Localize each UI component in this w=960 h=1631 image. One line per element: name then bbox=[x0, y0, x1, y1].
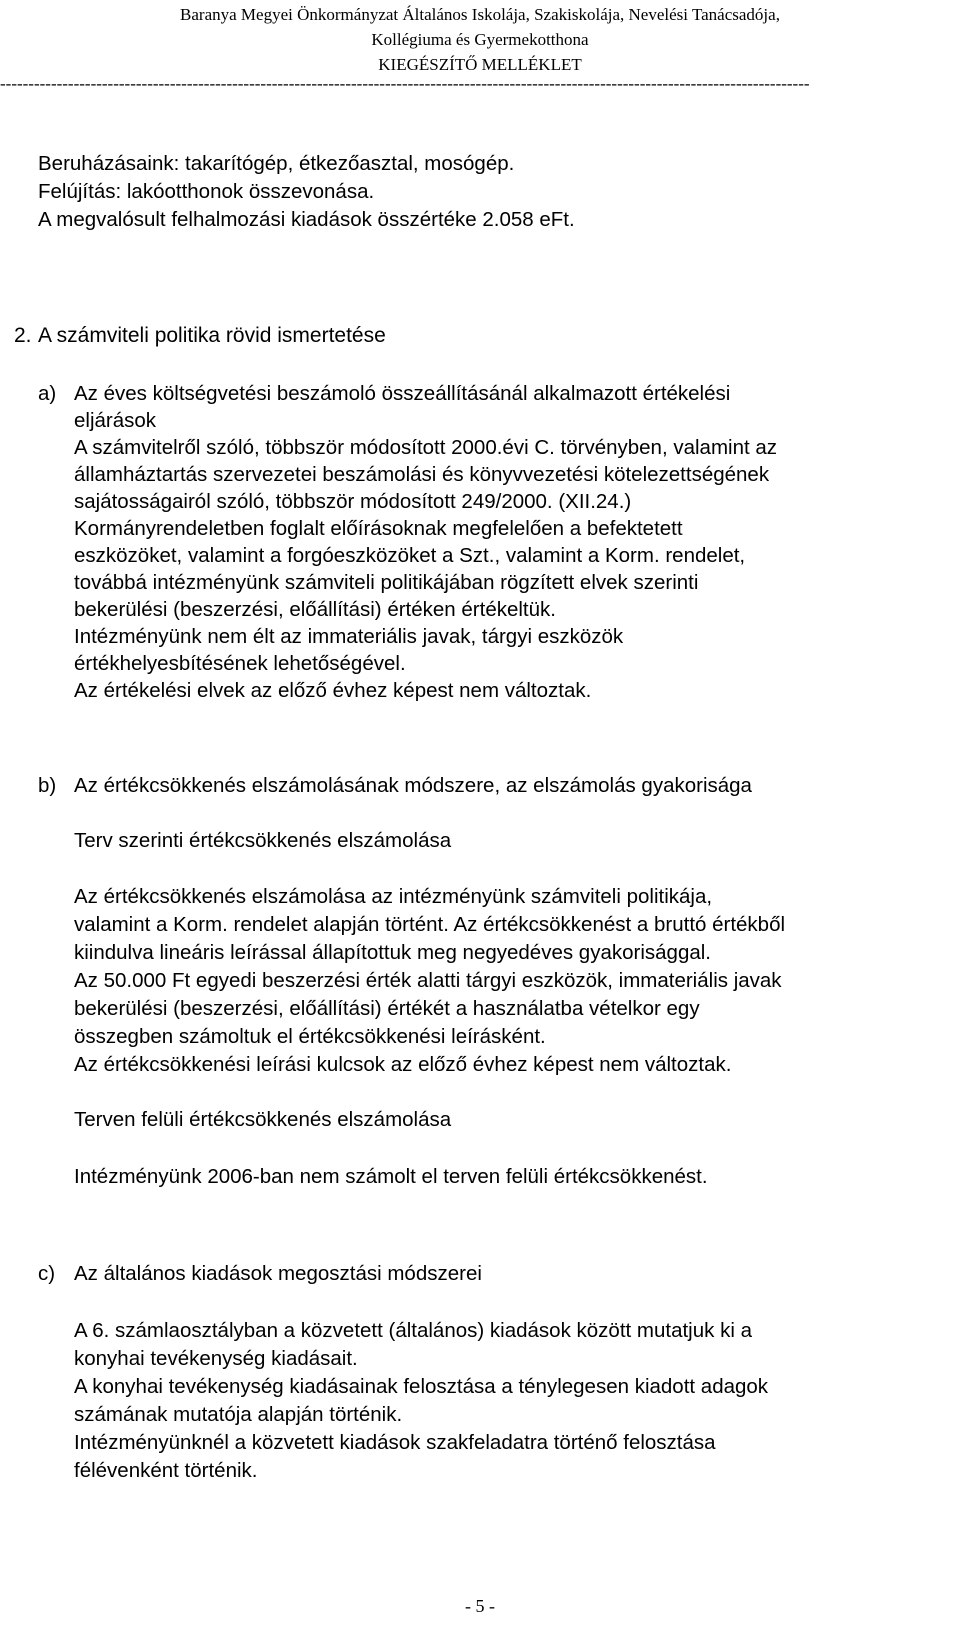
item-heading: Az általános kiadások megosztási módszerei bbox=[74, 1262, 482, 1285]
item-label: c) bbox=[38, 1262, 56, 1285]
paragraph-line: Az értékelési elvek az előző évhez képest nem változtak. bbox=[74, 679, 592, 702]
item-heading: eljárások bbox=[74, 409, 157, 432]
subheading: Terv szerinti értékcsökkenés elszámolása bbox=[74, 829, 452, 852]
header-institution-line2: Kollégiuma és Gyermekotthona bbox=[371, 30, 589, 49]
paragraph-line: konyhai tevékenység kiadásait. bbox=[74, 1347, 358, 1370]
subheading: Terven felüli értékcsökkenés elszámolása bbox=[74, 1108, 452, 1131]
paragraph-line: Az értékcsökkenési leírási kulcsok az előző évhez képest nem változtak. bbox=[74, 1053, 732, 1076]
section-title: A számviteli politika rövid ismertetése bbox=[38, 324, 386, 347]
item-label: b) bbox=[38, 774, 57, 797]
paragraph-line: A számvitelről szóló, többször módosított 2000.évi C. törvényben, valamint az bbox=[74, 436, 778, 459]
document-header bbox=[0, 2, 960, 77]
paragraph-line: sajátosságairól szóló, többször módosított 249/2000. (XII.24.) bbox=[74, 490, 632, 513]
paragraph-line: Intézményünk nem élt az immateriális javak, tárgyi eszközök bbox=[74, 625, 624, 648]
item-heading: Az értékcsökkenés elszámolásának módszere, az elszámolás gyakorisága bbox=[74, 774, 752, 797]
header-document-title: KIEGÉSZÍTŐ MELLÉKLET bbox=[378, 55, 582, 74]
paragraph-line: A 6. számlaosztályban a közvetett (általános) kiadások között mutatjuk ki a bbox=[74, 1319, 752, 1342]
paragraph-line: kiindulva lineáris leírással állapítottuk meg negyedéves gyakorisággal. bbox=[74, 941, 711, 964]
paragraph-line: Intézményünk 2006-ban nem számolt el terven felüli értékcsökkenést. bbox=[74, 1165, 708, 1188]
paragraph-line: Az értékcsökkenés elszámolása az intézményünk számviteli politikája, bbox=[74, 885, 713, 908]
item-heading: Az éves költségvetési beszámoló összeállításánál alkalmazott értékelési bbox=[74, 382, 731, 405]
paragraph-line: valamint a Korm. rendelet alapján történt. Az értékcsökkenést a bruttó értékből bbox=[74, 913, 786, 936]
page-number: - 5 - bbox=[465, 1596, 495, 1616]
paragraph-line: Kormányrendeletben foglalt előírásoknak megfelelően a befektetett bbox=[74, 517, 683, 540]
paragraph-line: Intézményünknél a közvetett kiadások szakfeladatra történő felosztása bbox=[74, 1431, 716, 1454]
paragraph-line: félévenként történik. bbox=[74, 1459, 258, 1482]
intro-line: Beruházásaink: takarítógép, étkezőasztal, mosógép. bbox=[38, 152, 515, 175]
section-number: 2. bbox=[14, 324, 32, 347]
paragraph-line: bekerülési (beszerzési, előállítási) értékét a használatba vételkor egy bbox=[74, 997, 700, 1020]
intro-line: A megvalósult felhalmozási kiadások összértéke 2.058 eFt. bbox=[38, 208, 575, 231]
header-institution-line1: Baranya Megyei Önkormányzat Általános Iskolája, Szakiskolája, Nevelési Tanácsadója, bbox=[180, 5, 780, 24]
paragraph-line: összegben számoltuk el értékcsökkenési leírásként. bbox=[74, 1025, 546, 1048]
header-dashed-rule: ----------------------------------------------------------------------------------------------------------------------------------------------- bbox=[0, 74, 810, 93]
paragraph-line: értékhelyesbítésének lehetőségével. bbox=[74, 652, 406, 675]
item-label: a) bbox=[38, 382, 57, 405]
paragraph-line: Az 50.000 Ft egyedi beszerzési érték alatti tárgyi eszközök, immateriális javak bbox=[74, 969, 782, 992]
intro-line: Felújítás: lakóotthonok összevonása. bbox=[38, 180, 375, 203]
paragraph-line: számának mutatója alapján történik. bbox=[74, 1403, 403, 1426]
paragraph-line: A konyhai tevékenység kiadásainak felosztása a ténylegesen kiadott adagok bbox=[74, 1375, 769, 1398]
paragraph-line: bekerülési (beszerzési, előállítási) értéken értékeltük. bbox=[74, 598, 556, 621]
paragraph-line: eszközöket, valamint a forgóeszközöket a Szt., valamint a Korm. rendelet, bbox=[74, 544, 746, 567]
paragraph-line: továbbá intézményünk számviteli politikájában rögzített elvek szerinti bbox=[74, 571, 699, 594]
paragraph-line: államháztartás szervezetei beszámolási és könyvvezetési kötelezettségének bbox=[74, 463, 770, 486]
